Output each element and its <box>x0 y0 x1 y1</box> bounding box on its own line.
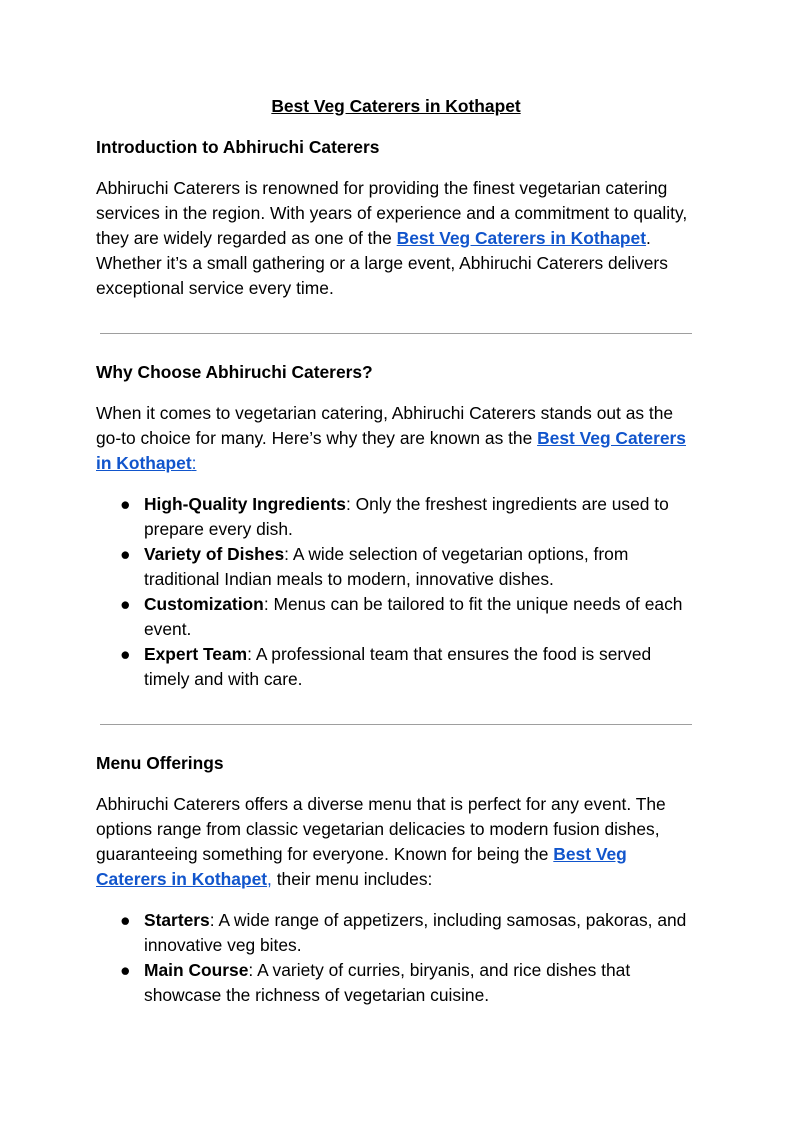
menu-link-label: Best Veg Caterers in Kothapet <box>96 844 627 889</box>
item-text: : Only the freshest ingredients are used to prepare every dish. <box>144 494 669 539</box>
intro-heading: Introduction to Abhiruchi Caterers <box>96 137 380 157</box>
item-bold: Expert Team <box>144 644 248 664</box>
bullet-icon: ● <box>120 544 131 564</box>
bullet-icon: ● <box>120 644 131 664</box>
list-item <box>96 592 696 642</box>
menu-text-after: their menu includes: <box>271 869 433 889</box>
why-paragraph <box>96 401 696 476</box>
why-link-label: Best Veg Caterers in Kothapet <box>96 428 686 473</box>
list-item <box>96 542 696 592</box>
document-title: Best Veg Caterers in Kothapet <box>271 96 521 116</box>
intro-text-after: . Whether it’s a small gathering or a large event, Abhiruchi Caterers delivers exceptional service every time. <box>96 228 668 298</box>
item-text: : Menus can be tailored to fit the unique needs of each event. <box>144 594 683 639</box>
why-text: When it comes to vegetarian catering, Abhiruchi Caterers stands out as the go-to choice for many. Here’s why they are known as the <box>96 403 674 448</box>
menu-text: Abhiruchi Caterers offers a diverse menu that is perfect for any event. The options range from classic vegetarian delicacies to modern fusion dishes, guaranteeing something for everyone. Known for being the <box>96 794 666 864</box>
item-bold: High-Quality Ingredients <box>144 494 346 514</box>
intro-text: Abhiruchi Caterers is renowned for providing the finest vegetarian catering services in the region. With years of experience and a commitment to quality, they are widely regarded as one of the <box>96 178 688 248</box>
list-item <box>96 492 696 542</box>
item-text: : A wide range of appetizers, including samosas, pakoras, and innovative veg bites. <box>144 910 687 955</box>
menu-heading: Menu Offerings <box>96 753 224 773</box>
intro-link[interactable]: Best Veg Caterers in Kothapet <box>396 228 647 248</box>
item-bold: Customization <box>144 594 264 614</box>
intro-paragraph <box>96 176 696 301</box>
item-bold: Variety of Dishes <box>144 544 285 564</box>
why-heading: Why Choose Abhiruchi Caterers? <box>96 362 373 382</box>
divider <box>100 724 692 725</box>
item-text: : A professional team that ensures the food is served timely and with care. <box>144 644 652 689</box>
document-content <box>96 94 696 1008</box>
item-text: : A wide selection of vegetarian options, from traditional Indian meals to modern, innovative dishes. <box>144 544 629 589</box>
list-item <box>96 908 696 958</box>
list-item <box>96 958 696 1008</box>
divider <box>100 333 692 334</box>
why-list <box>96 492 696 692</box>
bullet-icon: ● <box>120 494 131 514</box>
menu-link-suffix: , <box>267 869 272 889</box>
bullet-icon: ● <box>120 910 131 930</box>
item-bold: Main Course <box>144 960 249 980</box>
menu-paragraph <box>96 792 696 892</box>
why-link-suffix: : <box>191 453 197 473</box>
list-item <box>96 642 696 692</box>
bullet-icon: ● <box>120 960 131 980</box>
item-text: : A variety of curries, biryanis, and rice dishes that showcase the richness of vegetarian cuisine. <box>144 960 631 1005</box>
bullet-icon: ● <box>120 594 131 614</box>
menu-list <box>96 908 696 1008</box>
item-bold: Starters <box>144 910 210 930</box>
